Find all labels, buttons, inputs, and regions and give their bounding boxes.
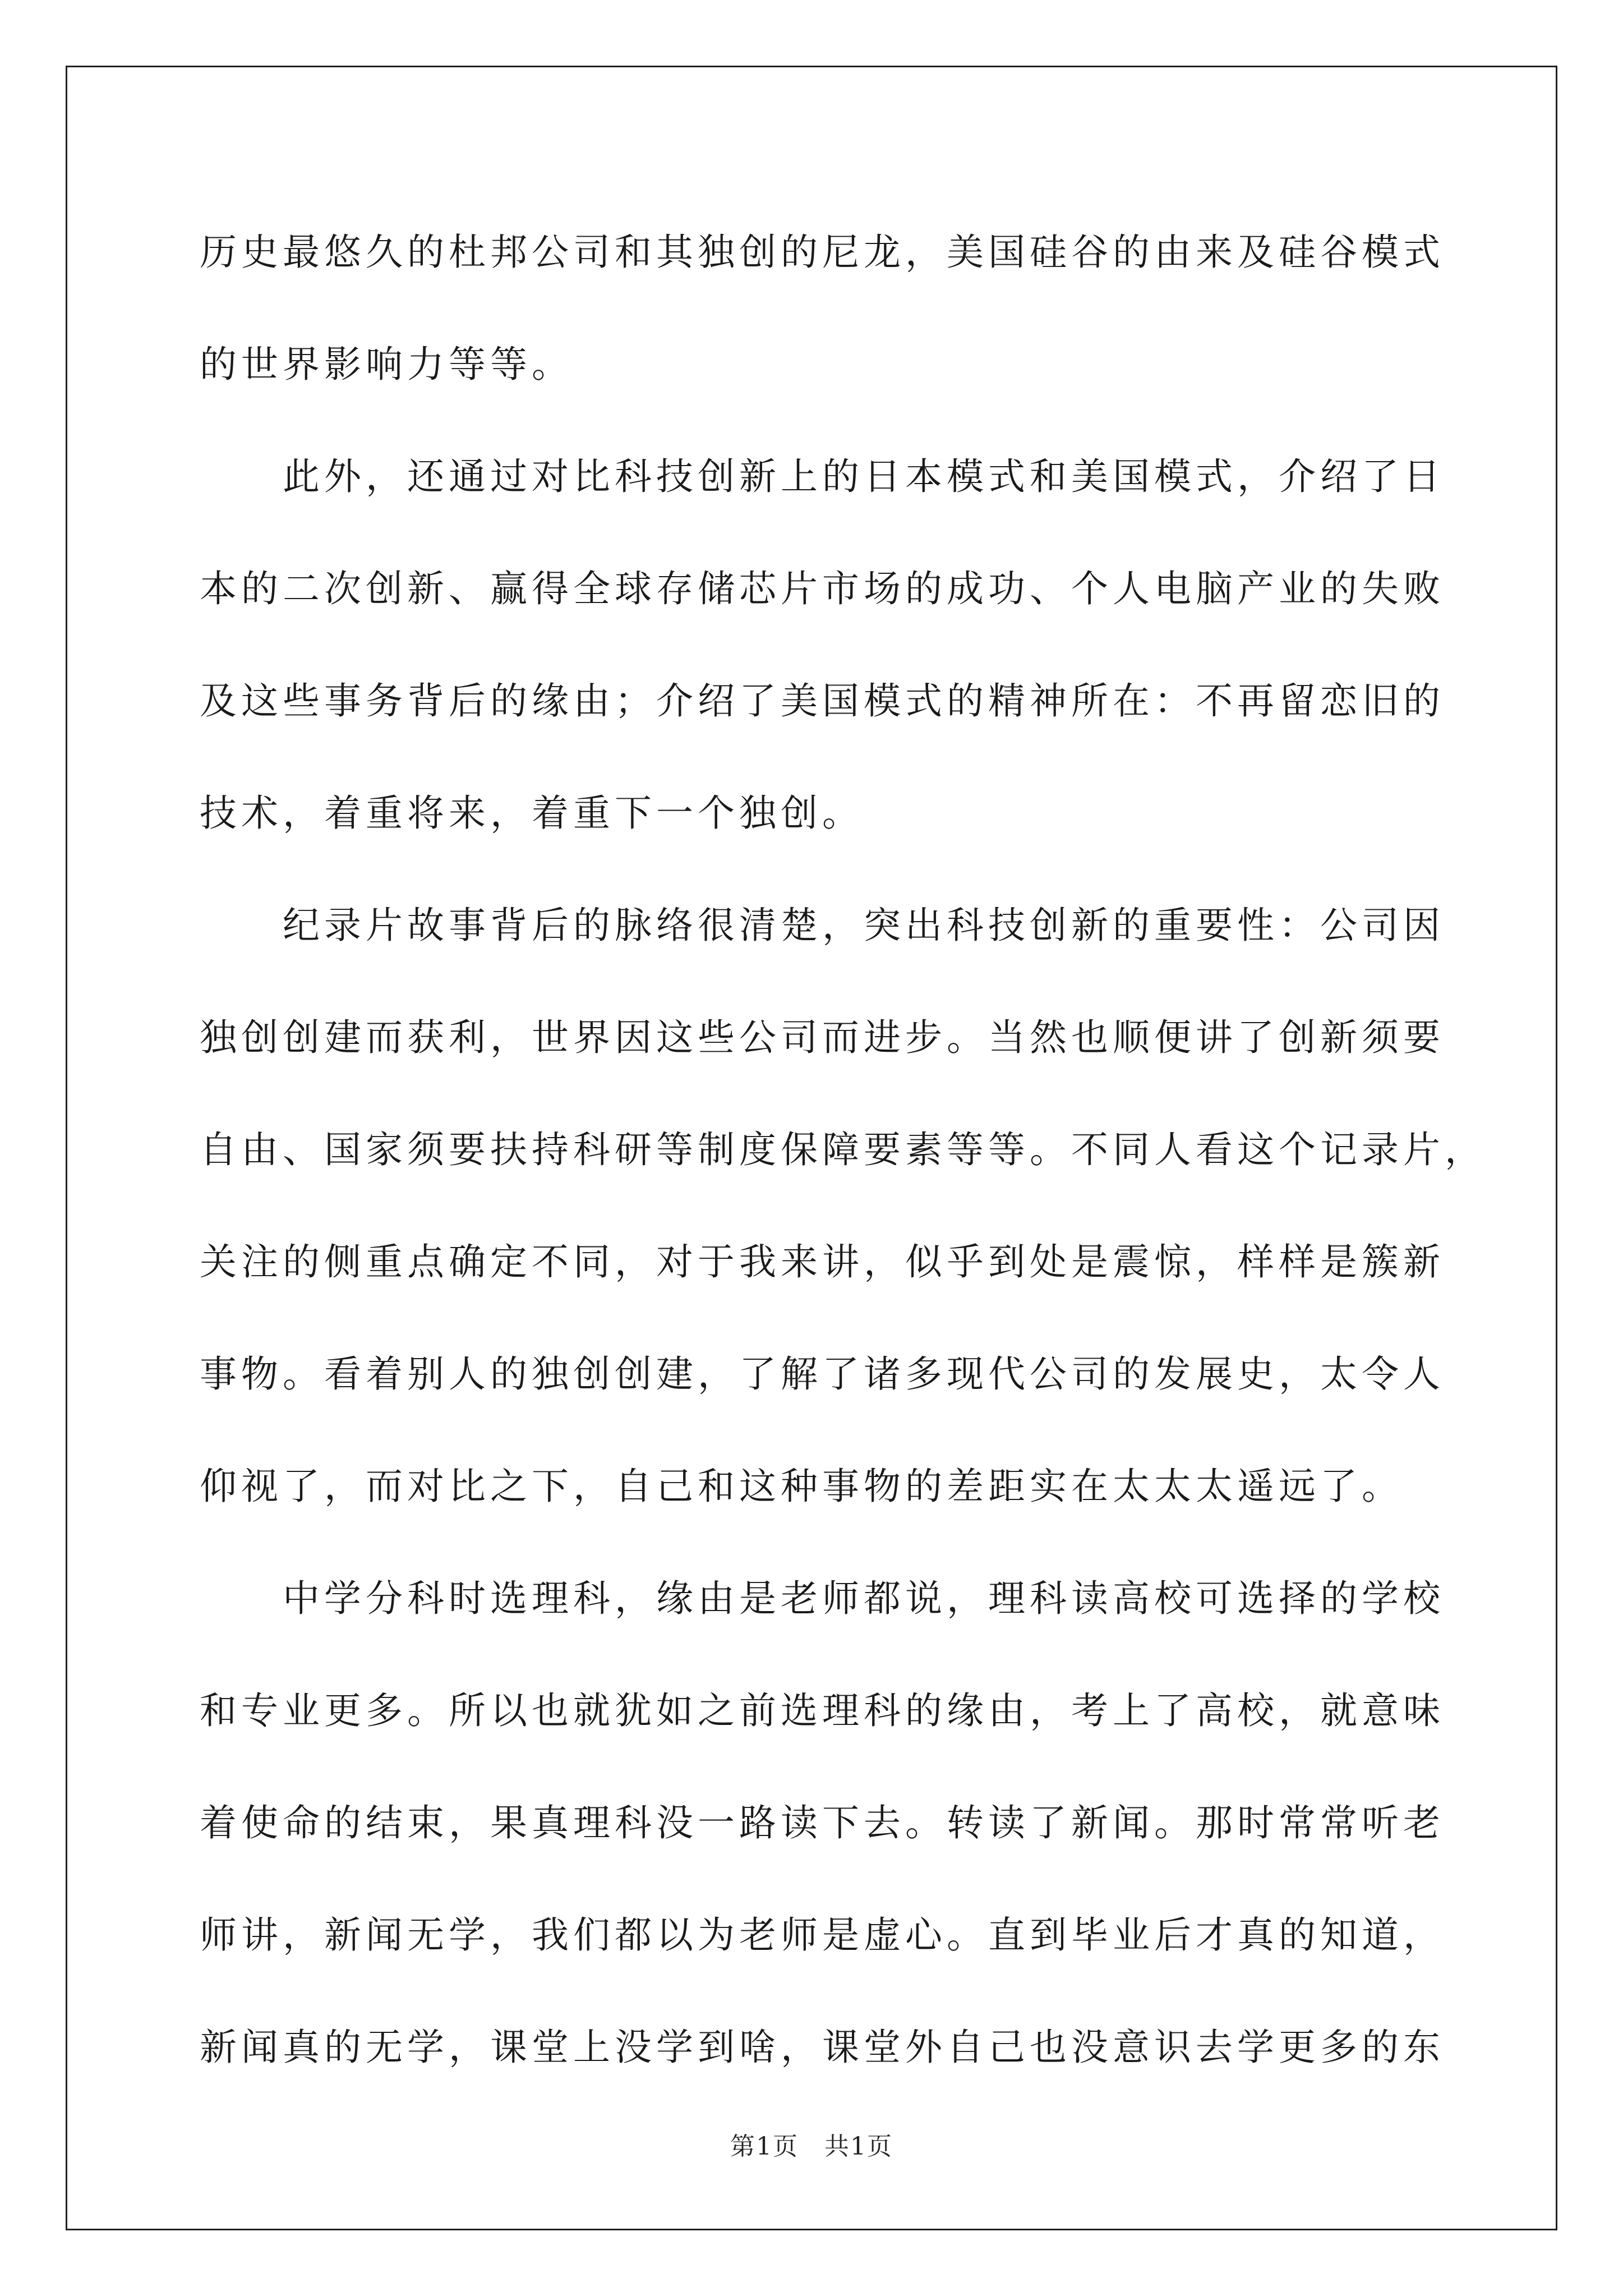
- text-line: 师讲，新闻无学，我们都以为老师是虚心。直到毕业后才真的知道，: [200, 1913, 1445, 1957]
- text-line: 新闻真的无学，课堂上没学到啥，课堂外自己也没意识去学更多的东: [200, 2026, 1445, 2069]
- text-line: 和专业更多。所以也就犹如之前选理科的缘由，考上了高校，就意味: [200, 1689, 1445, 1732]
- text-line: 中学分科时选理科，缘由是老师都说，理科读高校可选择的学校: [200, 1577, 1445, 1620]
- text-line: 技术，着重将来，着重下一个独创。: [200, 792, 864, 835]
- text-line: 独创创建而获利，世界因这些公司而进步。当然也顺便讲了创新须要: [200, 1016, 1445, 1059]
- text-line: 着使命的结束，果真理科没一路读下去。转读了新闻。那时常常听老: [200, 1801, 1445, 1844]
- text-line: 本的二次创新、赢得全球存储芯片市场的成功、个人电脑产业的失败: [200, 567, 1445, 610]
- document-body: [200, 219, 1486, 2126]
- text-line: 历史最悠久的杜邦公司和其独创的尼龙，美国硅谷的由来及硅谷模式: [200, 231, 1445, 274]
- text-line: 此外，还通过对比科技创新上的日本模式和美国模式，介绍了日: [200, 455, 1445, 498]
- text-line: 纪录片故事背后的脉络很清楚，突出科技创新的重要性：公司因: [200, 904, 1445, 947]
- text-line: 的世界影响力等等。: [200, 343, 573, 386]
- text-line: 事物。看着别人的独创创建，了解了诸多现代公司的发展史，太令人: [200, 1352, 1445, 1396]
- page-number-footer: 第1页 共1页: [730, 2132, 893, 2161]
- text-line: 仰视了，而对比之下，自己和这种事物的差距实在太太太遥远了。: [200, 1465, 1403, 1508]
- text-line: 自由、国家须要扶持科研等制度保障要素等等。不同人看这个记录片，: [200, 1128, 1486, 1171]
- text-line: 及这些事务背后的缘由；介绍了美国模式的精神所在：不再留恋旧的: [200, 679, 1445, 723]
- text-line: 关注的侧重点确定不同，对于我来讲，似乎到处是震惊，样样是簇新: [200, 1240, 1445, 1283]
